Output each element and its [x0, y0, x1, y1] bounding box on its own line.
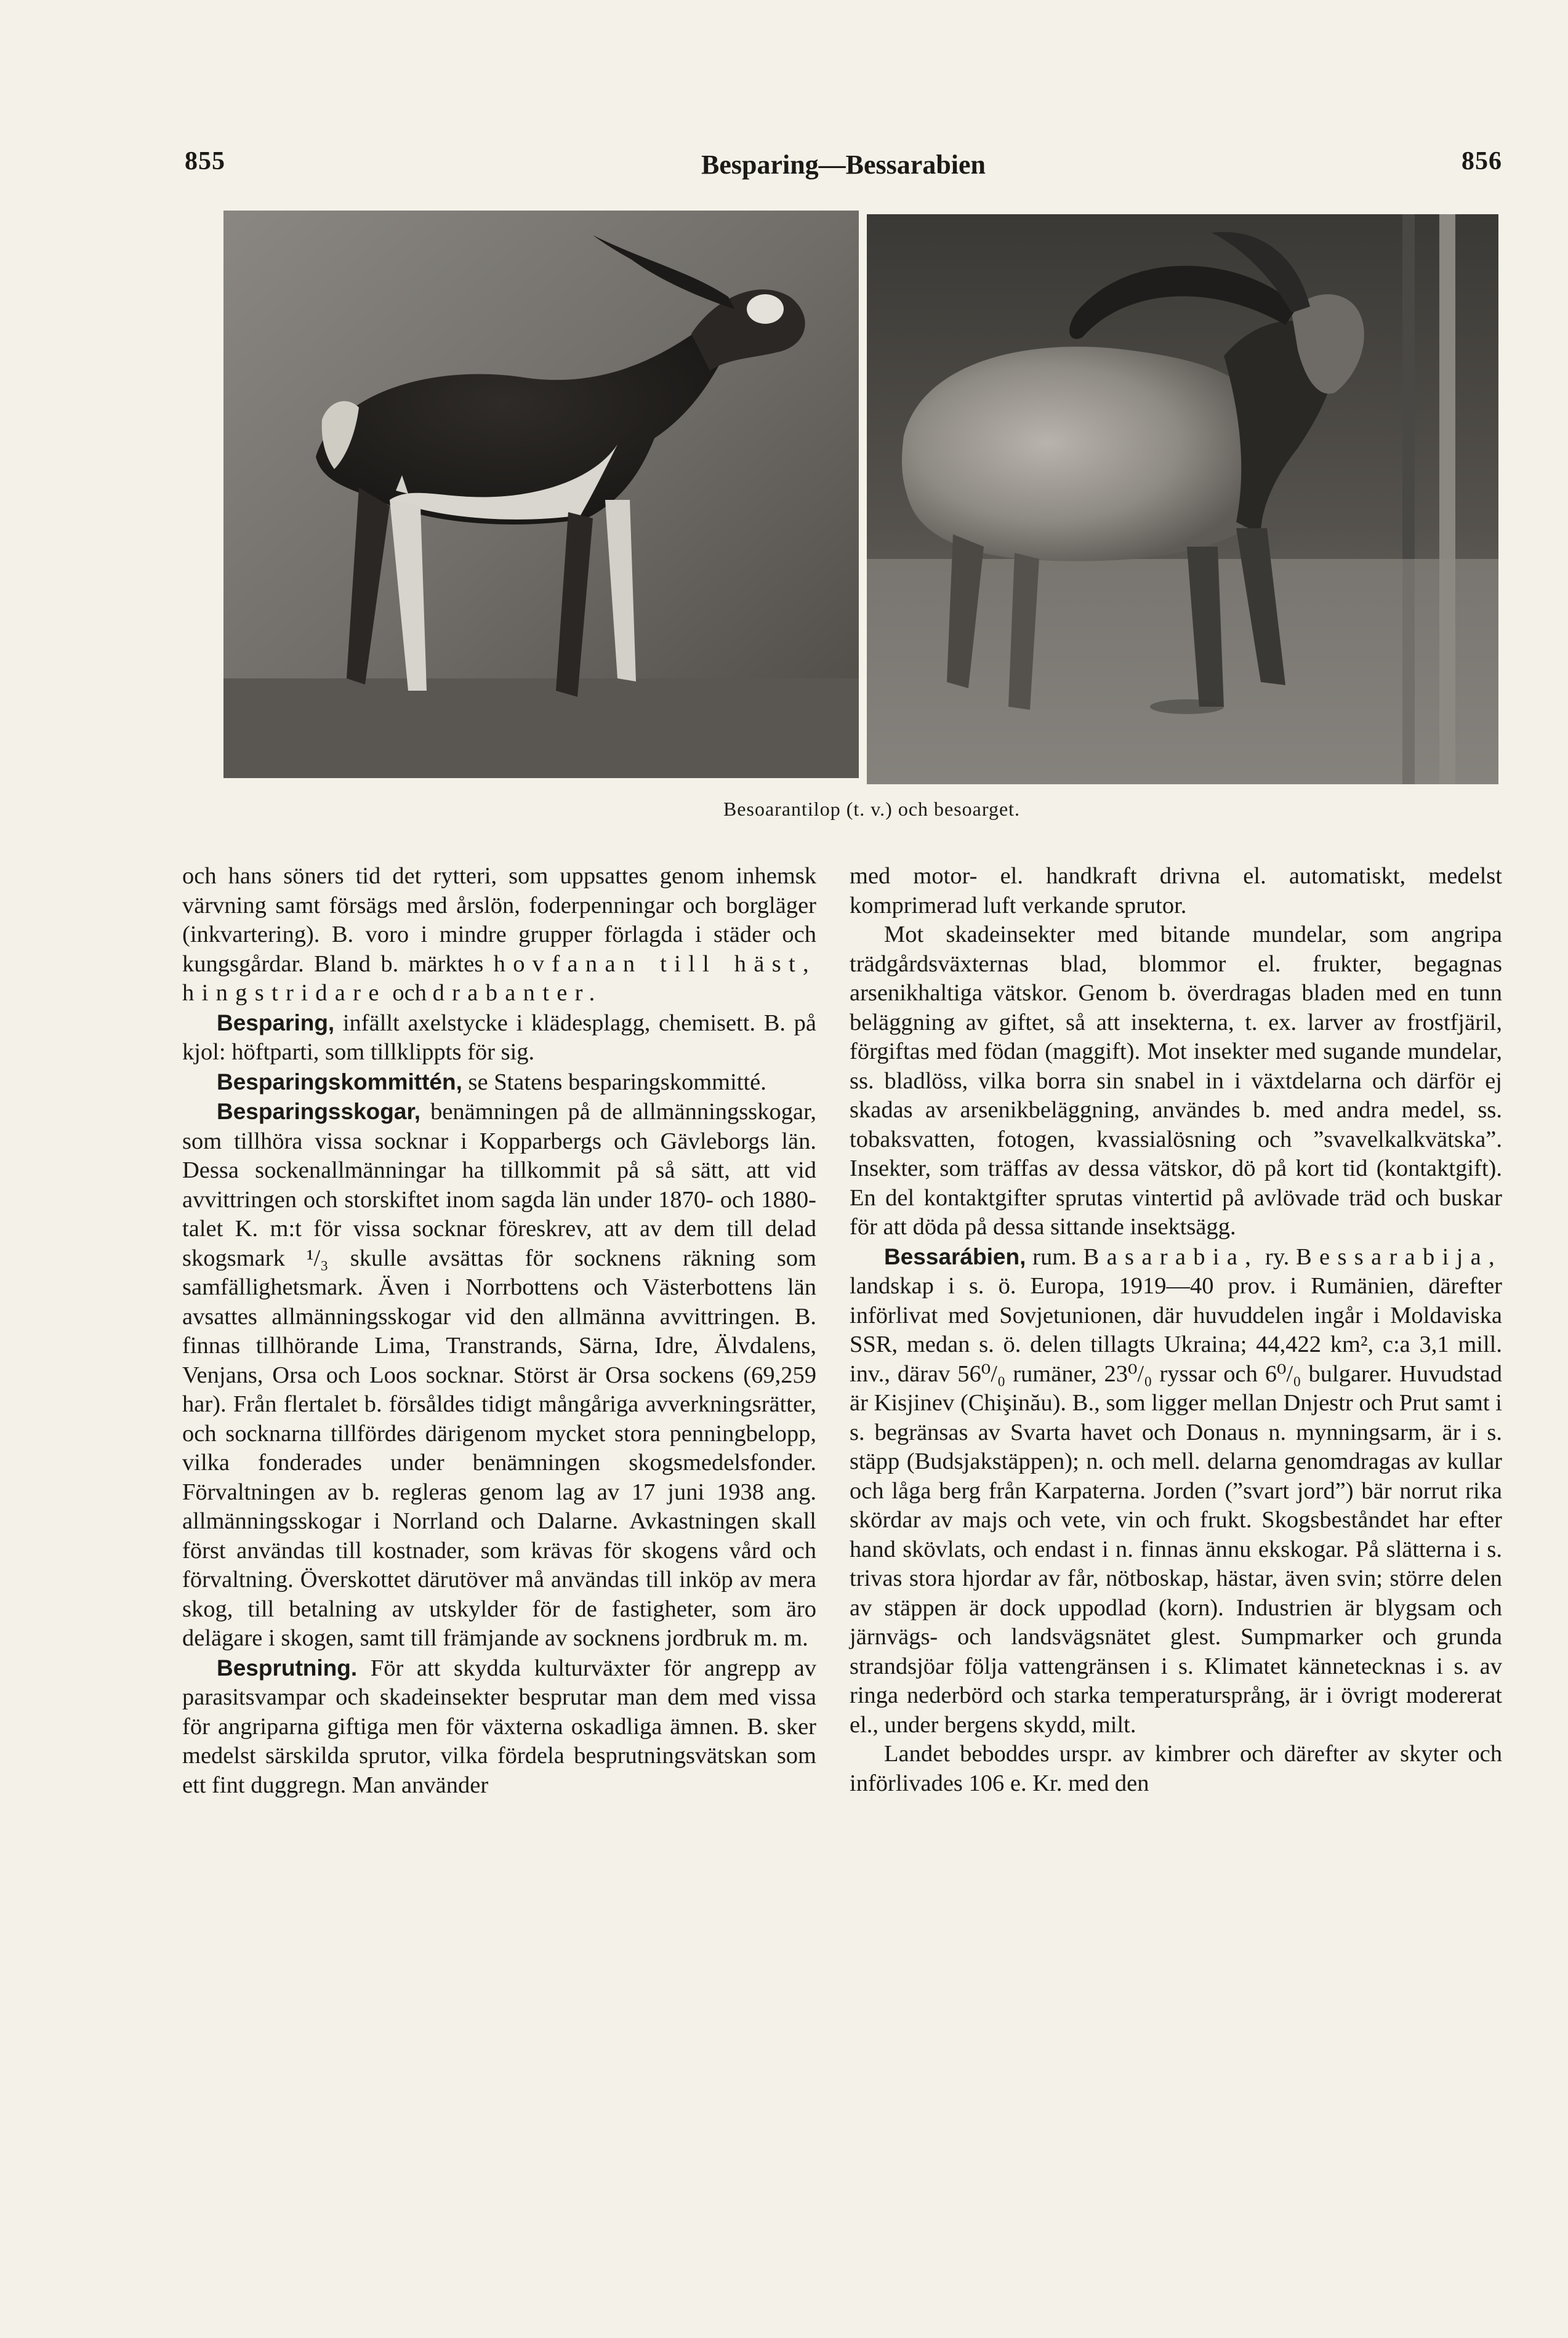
page-number-right: 856	[1461, 147, 1502, 175]
spaced-text: drabanter.	[432, 980, 603, 1006]
entry-text: rum.	[1026, 1243, 1084, 1270]
bezoar-goat-photo	[867, 214, 1498, 784]
text-run: Mot skadeinsekter med bitande mundelar, som angripa trädgårdsväxternas blad, blommor el. frukter, begagnas arsenikhaltiga vätskor. Genom b. överdragas bladen med en tunn beläggning av giftet, så att insekterna, t. ex. larver av frostfjäril, förgiftas med födan (maggift). Mot insekter med sugande mundelar, ss. bladlöss, vilka borra sin snabel in i växtdelarna och därför ej skadas av arsenikbeläggning, användes b. med andra medel, ss. tobaksvatten, fotogen, kvassialösning och ”svavelkalkvätska”. Insekter, som träffas av dessa vätskor, dö på kort tid (kontaktgift). En del kontaktgifter sprutas vintertid på avlövade träd och buskar för att döda på dessa sittande insektsägg.	[850, 922, 1502, 1240]
left-column	[182, 862, 816, 1800]
entry-besprutning	[182, 1653, 816, 1801]
blackbuck-antelope-photo	[223, 211, 859, 778]
entry-besparing	[182, 1008, 816, 1067]
entry-headword: Besparingskommittén,	[217, 1069, 462, 1095]
spaced-text: hovfanan till häst, hingstridare	[182, 950, 817, 1006]
page-header	[185, 147, 1502, 196]
entry-text: landskap i s. ö. Europa, 1919—40 prov. i Rumänien, därefter införlivat med Sovjetunionen, där huvuddelen ingår i Moldaviska SSR, medan s. ö. delen tillagts Ukraina; 44,422 km², c:a 3,1 mill. inv., därav 56⁰/₀ rumäner, 23⁰/₀ ryssar och 6⁰/₀ bulgarer. Huvudstad är Kisjinev (Chişinău). B., som ligger mellan Dnjestr och Prut samt i s. begränsas av Svarta havet och Donaus n. mynningsarm, är i s. stäpp (Budsjakstäppen); n. och mell. delarna genomdragas av kullar och låga berg från Karpaterna. Jorden (”svart jord”) bär norrut rika skördar av majs och vete, vin och frukt. Skogsbeståndet har efter hand skövlats, och endast i n. finnas ännu ekskogar. På slätterna i s. trivas stora hjordar av får, nötboskap, hästar, även svin; större delen av stäppen är dock uppodlad (korn). Industrien är blygsam och järnvägs- och landsvägsnätet glest. Sumpmarker och grunda strandsjöar följa vattengränsen i s. Klimatet kännetecknas i s. av ringa nederbörd och starka temperatursprång, är i övrigt modererat el., under bergens skydd, milt.	[850, 1273, 1502, 1738]
entry-text: infällt axelstycke i klädesplagg, chemisett. B. på kjol: höftparti, som tillklippts för sig.	[182, 1010, 816, 1065]
entry-text: ry.	[1258, 1243, 1297, 1270]
entry-text: benämningen på de allmänningsskogar, som tillhöra vissa socknar i Kopparbergs och Gävleborgs län. Dessa sockenallmänningar ha tillkommit på så sätt, att vid avvittringen och storskiftet inom sagda län under 1870- och 1880-talet K. m:t för vissa socknar föreskrev, att av dem till delad skogsmark ¹/₃ skulle avsättas för socknens räkning som samfällighetsmark. Även i Norrbottens och Västerbottens län avsattes allmänningsskogar vid den allmänna avvittringen. B. finnas tillhörande Lima, Transtrands, Särna, Idre, Älvdalens, Venjans, Orsa och Loos socknar. Störst är Orsa sockens (69,259 har). Från flertalet b. försåldes tidigt mångåriga avverkningsrätter, och socknarna tillfördes därigenom mycket stora penningbelopp, vilka fonderades under benämningen skogsmedelsfonder. Förvaltningen av b. regleras genom lag av 17 juni 1938 ang. allmänningsskogar i Norrland och Dalarne. Avkastningen skall först användas till kostnader, som krävas för skogens vård och förvaltning. Överskottet därutöver må användas till inköp av mera skog, till betalning av utskylder för de fastigheter, som äro delägare i skogen, samt till främjande av socknens jordbruk m. m.	[182, 1099, 816, 1651]
entry-text: För att skydda kulturväxter för angrepp av parasitsvampar och skadeinsekter besprutar man dem med vissa för angriparna giftiga men för växterna oskadliga ämnen. B. sker medelst särskilda sprutor, vilka fördela besprutningsvätskan som ett fint duggregn. Man använder	[182, 1655, 816, 1798]
figure-caption: Besoarantilop (t. v.) och besoarget.	[723, 798, 1021, 820]
entry-headword: Besprutning.	[217, 1655, 358, 1681]
paragraph-skadeinsekter	[850, 920, 1502, 1242]
page-number-left: 855	[185, 147, 225, 175]
entry-besparingskommitten	[182, 1067, 816, 1098]
text-run: Landet beboddes urspr. av kimbrer och därefter av skyter och införlivades 106 e. Kr. med den	[850, 1741, 1502, 1796]
paragraph-rytteri	[182, 862, 816, 1008]
running-title: Besparing—Bessarabien	[701, 150, 986, 180]
entry-bessarabien	[850, 1242, 1502, 1740]
text-run: med motor- el. handkraft drivna el. automatiskt, medelst komprimerad luft verkande sprutor.	[850, 863, 1502, 918]
spaced-text: Bessarabija,	[1296, 1243, 1502, 1270]
entry-headword: Besparing,	[217, 1010, 335, 1035]
entry-besparingsskogar	[182, 1097, 816, 1653]
paragraph-landet	[850, 1740, 1502, 1798]
text-run: och	[386, 980, 433, 1006]
spaced-text: Basarabia,	[1083, 1243, 1259, 1270]
entry-headword: Bessarábien,	[884, 1243, 1026, 1269]
right-column	[850, 862, 1502, 1798]
entry-headword: Besparingsskogar,	[217, 1099, 421, 1124]
text-run: och hans söners tid det rytteri, som uppsattes genom inhemsk värvning samt försägs med årslön, foderpenningar och borgläger (inkvartering). B. voro i mindre grupper förlagda i städer och kungsgårdar. Bland b. märktes	[182, 863, 816, 977]
entry-text: se Statens besparingskommitté.	[462, 1069, 766, 1095]
paragraph-sprutor	[850, 862, 1502, 920]
